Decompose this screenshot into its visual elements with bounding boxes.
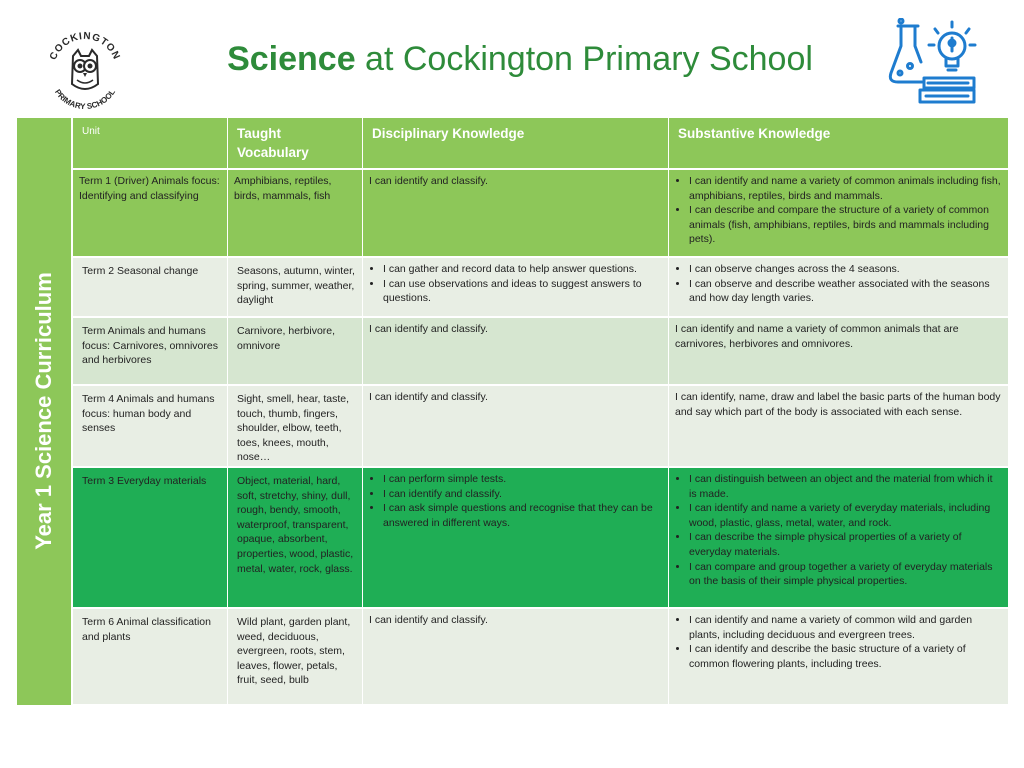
list-item: • I can gather and record data to help answer questions. [383,262,662,277]
table-row [73,609,1008,706]
title-rest: at Cockington Primary School [355,40,813,78]
list-item: • I can identify and name a variety of common wild and garden plants, including deciduous and evergreen trees. [689,613,1002,642]
vocab-cell: Seasons, autumn, winter, spring, summer, weather, daylight [228,258,363,318]
disciplinary-cell: I can identify and classify. [363,386,669,468]
title-bold: Science [227,40,356,78]
list-item: • I can observe changes across the 4 seasons. [689,262,1002,277]
disciplinary-cell: I can identify and classify. [363,170,669,258]
page-title [140,40,900,79]
substantive-cell [669,609,1008,706]
list-item: • I can identify and classify. [383,487,662,502]
table-header [73,118,1008,170]
table-row [73,468,1008,609]
substantive-cell [669,258,1008,318]
vocab-cell: Sight, smell, hear, taste, touch, thumb, fingers, shoulder, elbow, teeth, toes, knees, mouth, nose… [228,386,363,468]
list-item: • I can describe and compare the structure of a variety of common animals (fish, amphibians, reptiles, birds and mammals including pets). [689,203,1002,247]
unit-cell: Term Animals and humans focus: Carnivores, omnivores and herbivores [73,318,228,386]
unit-cell: Term 3 Everyday materials [73,468,228,609]
list-item: • I can ask simple questions and recognise that they can be answered in different ways. [383,501,662,530]
list-item: • I can identify and name a variety of common animals including fish, amphibians, reptiles, birds and mammals. [689,174,1002,203]
list-item: • I can identify and describe the basic structure of a variety of common flowering plants, including trees. [689,642,1002,671]
table-row [73,170,1008,258]
logo-text-bottom: PRIMARY SCHOOL [53,87,117,112]
school-logo [40,22,130,112]
disciplinary-cell [363,468,669,609]
header-unit: Unit [73,118,228,170]
header-disciplinary: Disciplinary Knowledge [363,118,669,170]
unit-cell: Term 1 (Driver) Animals focus: Identifying and classifying [73,170,228,258]
table-row [73,258,1008,318]
books-icon [920,78,974,102]
science-icon [888,18,980,108]
unit-cell: Term 2 Seasonal change [73,258,228,318]
vocab-cell: Object, material, hard, soft, stretchy, shiny, dull, rough, bendy, smooth, waterproof, transparent, opaque, absorbent, properties, wood, plastic, metal, water, rock, glass. [228,468,363,609]
svg-text:PRIMARY SCHOOL [53,88,117,112]
lightbulb-icon [929,22,975,70]
list-item: • I can compare and group together a variety of everyday materials on the basis of their simple physical properties. [689,560,1002,589]
vocab-cell: Carnivore, herbivore, omnivore [228,318,363,386]
list-item: • I can use observations and ideas to suggest answers to questions. [383,277,662,306]
substantive-cell: I can identify and name a variety of common animals that are carnivores, herbivores and omnivores. [669,318,1008,386]
disciplinary-cell: I can identify and classify. [363,609,669,706]
disciplinary-cell [363,258,669,318]
substantive-cell [669,170,1008,258]
vocab-cell: Wild plant, garden plant, weed, deciduous, evergreen, roots, stem, leaves, flower, petals, fruit, seed, bulb [228,609,363,706]
list-item: • I can distinguish between an object and the material from which it is made. [689,472,1002,501]
logo-text-top: COCKINGTON [47,30,123,62]
substantive-cell: I can identify, name, draw and label the basic parts of the human body and say which part of the body is associated with each sense. [669,386,1008,468]
substantive-cell [669,468,1008,609]
table-row [73,318,1008,386]
owl-icon [72,50,98,89]
list-item: • I can identify and name a variety of everyday materials, including wood, plastic, glass, metal, water, and rock. [689,501,1002,530]
vocab-cell: Amphibians, reptiles, birds, mammals, fish [228,170,363,258]
curriculum-table [73,118,1008,706]
side-label: Year 1 Science Curriculum [31,272,56,550]
list-item: • I can perform simple tests. [383,472,662,487]
unit-cell: Term 6 Animal classification and plants [73,609,228,706]
list-item: • I can describe the simple physical properties of a variety of everyday materials. [689,530,1002,559]
disciplinary-cell: I can identify and classify. [363,318,669,386]
header-substantive: Substantive Knowledge [669,118,1008,170]
flask-icon [890,19,922,82]
unit-cell: Term 4 Animals and humans focus: human body and senses [73,386,228,468]
table-row [73,386,1008,468]
header-vocab: Taught Vocabulary [228,118,363,170]
list-item: • I can observe and describe weather associated with the seasons and how day length varies. [689,277,1002,306]
